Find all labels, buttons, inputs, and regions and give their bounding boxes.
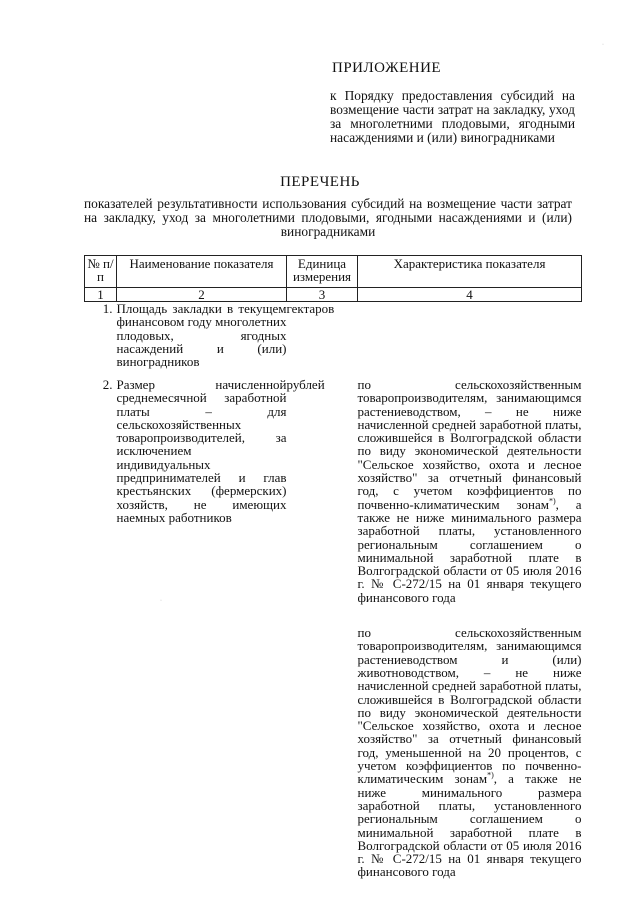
- footnote-mark: *): [487, 770, 494, 780]
- scan-speck: ·: [602, 42, 604, 48]
- appendix-subtitle: к Порядку предоставления субсидий на возмещение части затрат на закладку, уход за многолетними плодовыми, ягодными насаждениями и (или) виноградниками: [330, 88, 575, 145]
- table-row: [85, 302, 582, 379]
- indicator-unit: гектаров: [286, 301, 335, 316]
- footnote-mark: *): [548, 496, 556, 506]
- characteristic-text: , а также не ниже минимального размера заработной платы, установленного региональным соглашением о минимальной заработной плате в Волгоградской области от 05 июля 2016 г. № С-272/15 на 01 января текущего финансового года: [357, 496, 582, 605]
- row-number: 1.: [102, 301, 113, 316]
- indicator-name: Площадь закладки в текущем финансовом году многолетних плодовых, ягодных насаждений и (или) виноградников: [116, 301, 287, 370]
- characteristic-paragraph: [358, 378, 582, 604]
- column-number: 4: [358, 288, 582, 302]
- characteristic-text: по сельскохозяйственным товаропроизводителям, занимающимся растениеводством, – не ниже начисленной средней заработной платы, сложившейся в Волгоградской области по виду экономической деятельности "Сельское хозяйство, охота и лесное хозяйство" за отчетный финансовый год, с учетом коэффициентов по почвенно-климатическим зонам: [357, 377, 582, 512]
- column-numbers-row: [85, 288, 582, 302]
- characteristic-text: , а также не ниже минимального размера заработной платы, установленного региональным соглашением о минимальной заработной плате в Волгоградской области от 05 июля 2016 г. № С-272/15 на 01 января текущего финансового года: [357, 771, 582, 880]
- header-unit: Единица измерения: [287, 256, 358, 288]
- indicator-unit: рублей: [286, 377, 325, 392]
- table-row: [85, 378, 582, 879]
- list-subtitle: показателей результативности использования субсидий на возмещение части затрат на закладку, уход за многолетними плодовыми, ягодными насаждениями и (или) виноградниками: [84, 196, 572, 239]
- header-name: Наименование показателя: [117, 256, 287, 288]
- header-characteristic: Характеристика показателя: [358, 256, 582, 288]
- paragraph-gap: [358, 604, 582, 626]
- indicator-characteristic: [358, 302, 582, 379]
- appendix-block: [330, 60, 575, 145]
- indicators-table: [84, 255, 582, 879]
- scan-speck: ·: [160, 598, 162, 604]
- indicator-characteristic: [358, 378, 582, 879]
- indicator-name: Размер начисленной среднемесячной заработной платы – для сельскохозяйственных товаропроизводителей, за исключением индивидуальных предпринимателей и глав крестьянских (фермерских) хозяйств, не имеющих наемных работников: [116, 377, 287, 525]
- header-num: № п/п: [85, 256, 117, 288]
- row-number: 2.: [102, 377, 113, 392]
- column-number: 1: [85, 288, 117, 302]
- list-title: ПЕРЕЧЕНЬ: [280, 174, 360, 190]
- appendix-title: ПРИЛОЖЕНИЕ: [332, 60, 442, 76]
- column-number: 3: [287, 288, 358, 302]
- characteristic-text: по сельскохозяйственным товаропроизводителям, занимающимся растениеводством и (или) животноводством, – не ниже начисленной средней заработной платы, сложившейся в Волгоградской области по виду экономической деятельности "Сельское хозяйство, охота и лесное хозяйство" за отчетный финансовый год, уменьшенной на 20 процентов, с учетом коэффициентов по почвенно-климатическим зонам: [357, 625, 582, 787]
- table-header-row: [85, 256, 582, 288]
- column-number: 2: [117, 288, 287, 302]
- characteristic-paragraph: [358, 626, 582, 879]
